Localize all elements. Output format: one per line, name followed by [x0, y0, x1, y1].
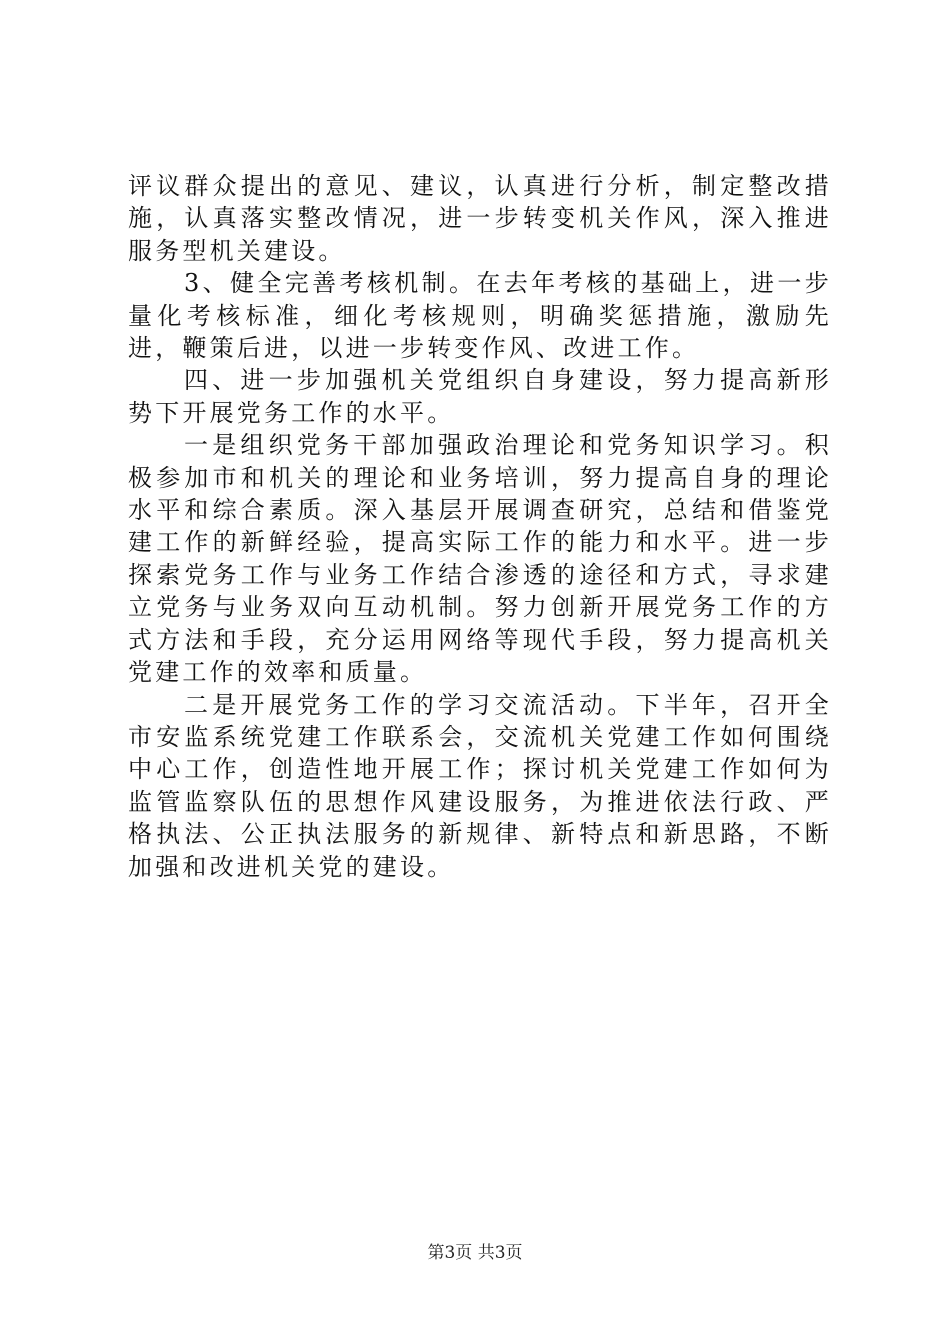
page-number-label: 第3页 共3页 — [427, 1243, 523, 1263]
paragraph-study-theory: 一是组织党务干部加强政治理论和党务知识学习。积极参加市和机关的理论和业务培训，努力提高自身的理论水平和综合素质。深入基层开展调查研究，总结和借鉴党建工作的新鲜经验，提高实际工作的能力和水平。进一步探索党务工作与业务工作结合渗透的途径和方式，寻求建立党务与业务双向互动机制。努力创新开展党务工作的方式方法和手段，充分运用网络等现代手段，努力提高机关党建工作的效率和质量。 — [128, 431, 832, 687]
paragraph-exchange-activities: 二是开展党务工作的学习交流活动。下半年，召开全市安监系统党建工作联系会，交流机关党建工作如何围绕中心工作，创造性地开展工作；探讨机关党建工作如何为监管监察队伍的思想作风建设服务，为推进依法行政、严格执法、公正执法服务的新规律、新特点和新思路，不断加强和改进机关党的建设。 — [128, 690, 832, 881]
paragraph-section-four-heading: 四、进一步加强机关党组织自身建设，努力提高新形势下开展党务工作的水平。 — [128, 366, 832, 427]
document-body — [128, 170, 832, 883]
paragraph-assessment-mechanism: 3、健全完善考核机制。在去年考核的基础上，进一步量化考核标准，细化考核规则，明确奖惩措施，激励先进，鞭策后进，以进一步转变作风、改进工作。 — [128, 269, 832, 363]
page-footer — [0, 1242, 950, 1264]
paragraph-continuation: 评议群众提出的意见、建议，认真进行分析，制定整改措施，认真落实整改情况，进一步转变机关作风，深入推进服务型机关建设。 — [128, 172, 832, 265]
